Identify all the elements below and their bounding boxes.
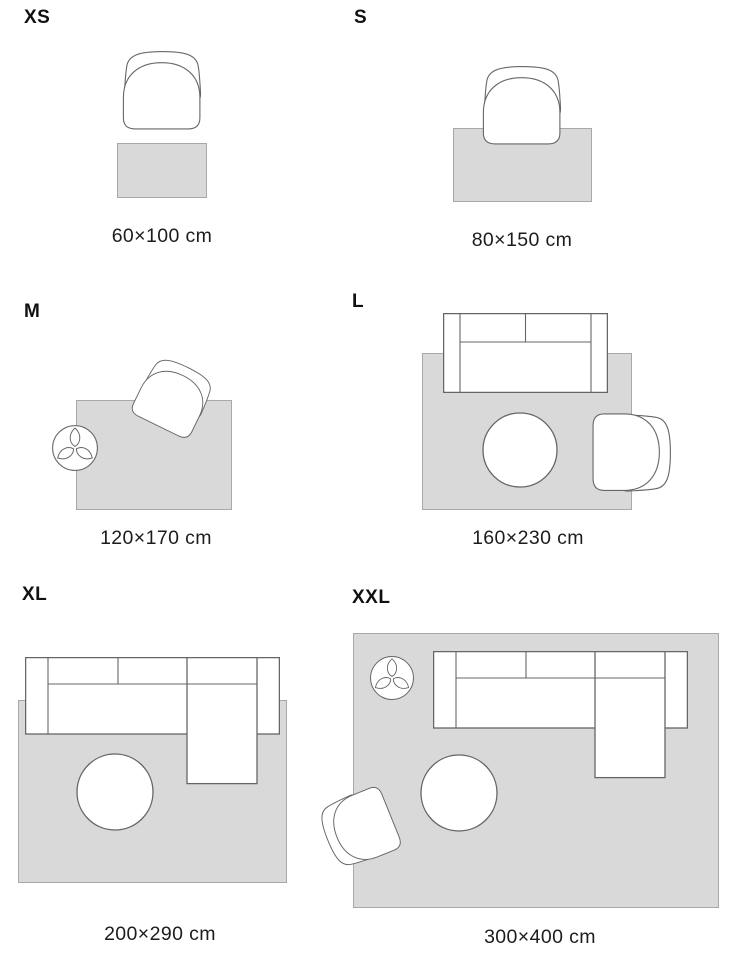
coffee-table-icon (483, 413, 557, 487)
dimensions-text-xs: 60×100 cm (111, 225, 213, 247)
size-diagram-xl (19, 658, 287, 883)
armchair-icon (593, 414, 670, 491)
size-label-l: L (352, 291, 365, 312)
dimensions-text-m: 120×170 cm (100, 527, 212, 549)
dimensions-text-l: 160×230 cm (472, 527, 584, 549)
dimensions-text-xxl: 300×400 cm (484, 926, 596, 948)
size-label-xxl: XXL (352, 587, 391, 608)
size-diagram-s (454, 67, 592, 202)
size-label-s: S (354, 7, 368, 28)
size-diagram-xxl (315, 634, 718, 908)
dimensions-text-s: 80×150 cm (471, 229, 573, 251)
size-diagram-l (423, 314, 671, 510)
size-diagram-xs (118, 52, 207, 198)
armchair-icon (483, 67, 560, 144)
size-label-xs: XS (24, 7, 51, 28)
armchair-icon (123, 52, 200, 129)
plant-icon (371, 657, 414, 700)
plant-icon (53, 426, 98, 471)
coffee-table-icon (77, 754, 153, 830)
coffee-table-icon (421, 755, 497, 831)
size-diagram-m (53, 353, 232, 509)
rug-shape (118, 144, 207, 198)
size-label-m: M (24, 301, 41, 322)
sofa-icon (444, 314, 608, 393)
dimensions-text-xl: 200×290 cm (104, 923, 216, 945)
size-label-xl: XL (22, 584, 48, 605)
